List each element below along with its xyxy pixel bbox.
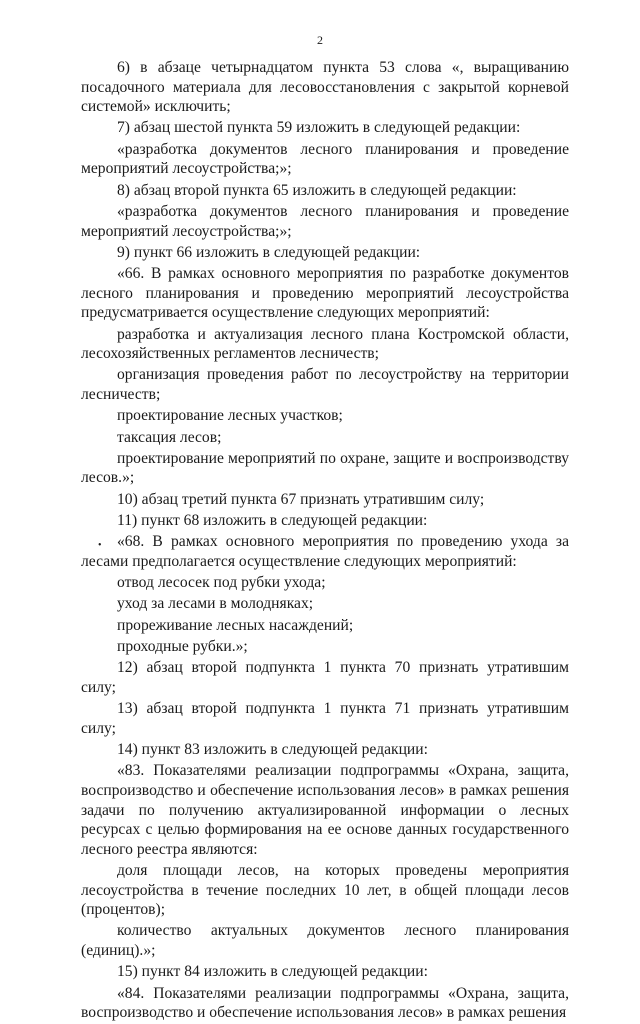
document-body	[81, 58, 569, 1024]
paragraph: «разработка документов лесного планирования и проведение мероприятий лесоустройства;»;	[81, 202, 569, 240]
paragraph: «83. Показателями реализации подпрограммы «Охрана, защита, воспроизводство и обеспечение использования лесов» в рамках решения задачи по получению актуализированной информации о лесных ресурсах с целью формирования на ее основе данных государственного лесного реестра являются:	[81, 762, 569, 858]
paragraph: организация проведения работ по лесоустройству на территории лесничеств;	[81, 366, 569, 403]
paragraph: доля площади лесов, на которых проведены мероприятия лесоустройства в течение последних 10 лет, в общей площади лесов (процентов);	[81, 861, 569, 919]
paragraph: количество актуальных документов лесного планирования (единиц).»;	[81, 922, 569, 960]
paragraph: 6) в абзаце четырнадцатом пункта 53 слова «, выращиванию посадочного материала для лесовосстановления с закрытой корневой системой» исключить;	[81, 59, 569, 116]
paragraph: разработка и актуализация лесного плана Костромской области, лесохозяйственных регламентов лесничеств;	[81, 325, 569, 363]
paragraph: 8) абзац второй пункта 65 изложить в следующей редакции:	[117, 181, 517, 199]
paragraph: 10) абзац третий пункта 67 признать утратившим силу;	[117, 490, 485, 508]
paragraph: «84. Показателями реализации подпрограммы «Охрана, защита, воспроизводство и обеспечение использования лесов» в рамках решения	[81, 984, 569, 1022]
paragraph: отвод лесосек под рубки ухода;	[117, 574, 326, 592]
paragraph: 12) абзац второй подпункта 1 пункта 70 признать утратившим силу;	[81, 659, 569, 696]
paragraph: прореживание лесных насаждений;	[117, 616, 354, 634]
paragraph: уход за лесами в молодняках;	[117, 595, 314, 613]
paragraph: таксация лесов;	[117, 428, 222, 446]
paragraph: 7) абзац шестой пункта 59 изложить в следующей редакции:	[117, 119, 521, 137]
paragraph: проходные рубки.»;	[117, 638, 248, 655]
paragraph: 9) пункт 66 изложить в следующей редакции:	[117, 243, 421, 261]
paragraph: проектирование мероприятий по охране, защите и воспроизводству лесов.»;	[81, 449, 569, 487]
paragraph: 13) абзац второй подпункта 1 пункта 71 признать утратившим силу;	[81, 700, 569, 737]
paragraph: 11) пункт 68 изложить в следующей редакции:	[117, 512, 428, 529]
paragraph: 14) пункт 83 изложить в следующей редакции:	[117, 741, 428, 759]
stray-dot-mark: •	[98, 540, 102, 551]
paragraph: «разработка документов лесного планирования и проведение мероприятий лесоустройства;»;	[81, 140, 569, 178]
paragraph: «66. В рамках основного мероприятия по разработке документов лесного планирования и проведению мероприятий лесоустройства предусматривается осуществление следующих мероприятий:	[81, 265, 569, 322]
paragraph: «68. В рамках основного мероприятия по проведению ухода за лесами предполагается осуществление следующих мероприятий:	[81, 533, 569, 570]
page-number: 2	[317, 33, 323, 47]
paragraph: 15) пункт 84 изложить в следующей редакции:	[117, 963, 428, 981]
paragraph: проектирование лесных участков;	[117, 407, 343, 425]
